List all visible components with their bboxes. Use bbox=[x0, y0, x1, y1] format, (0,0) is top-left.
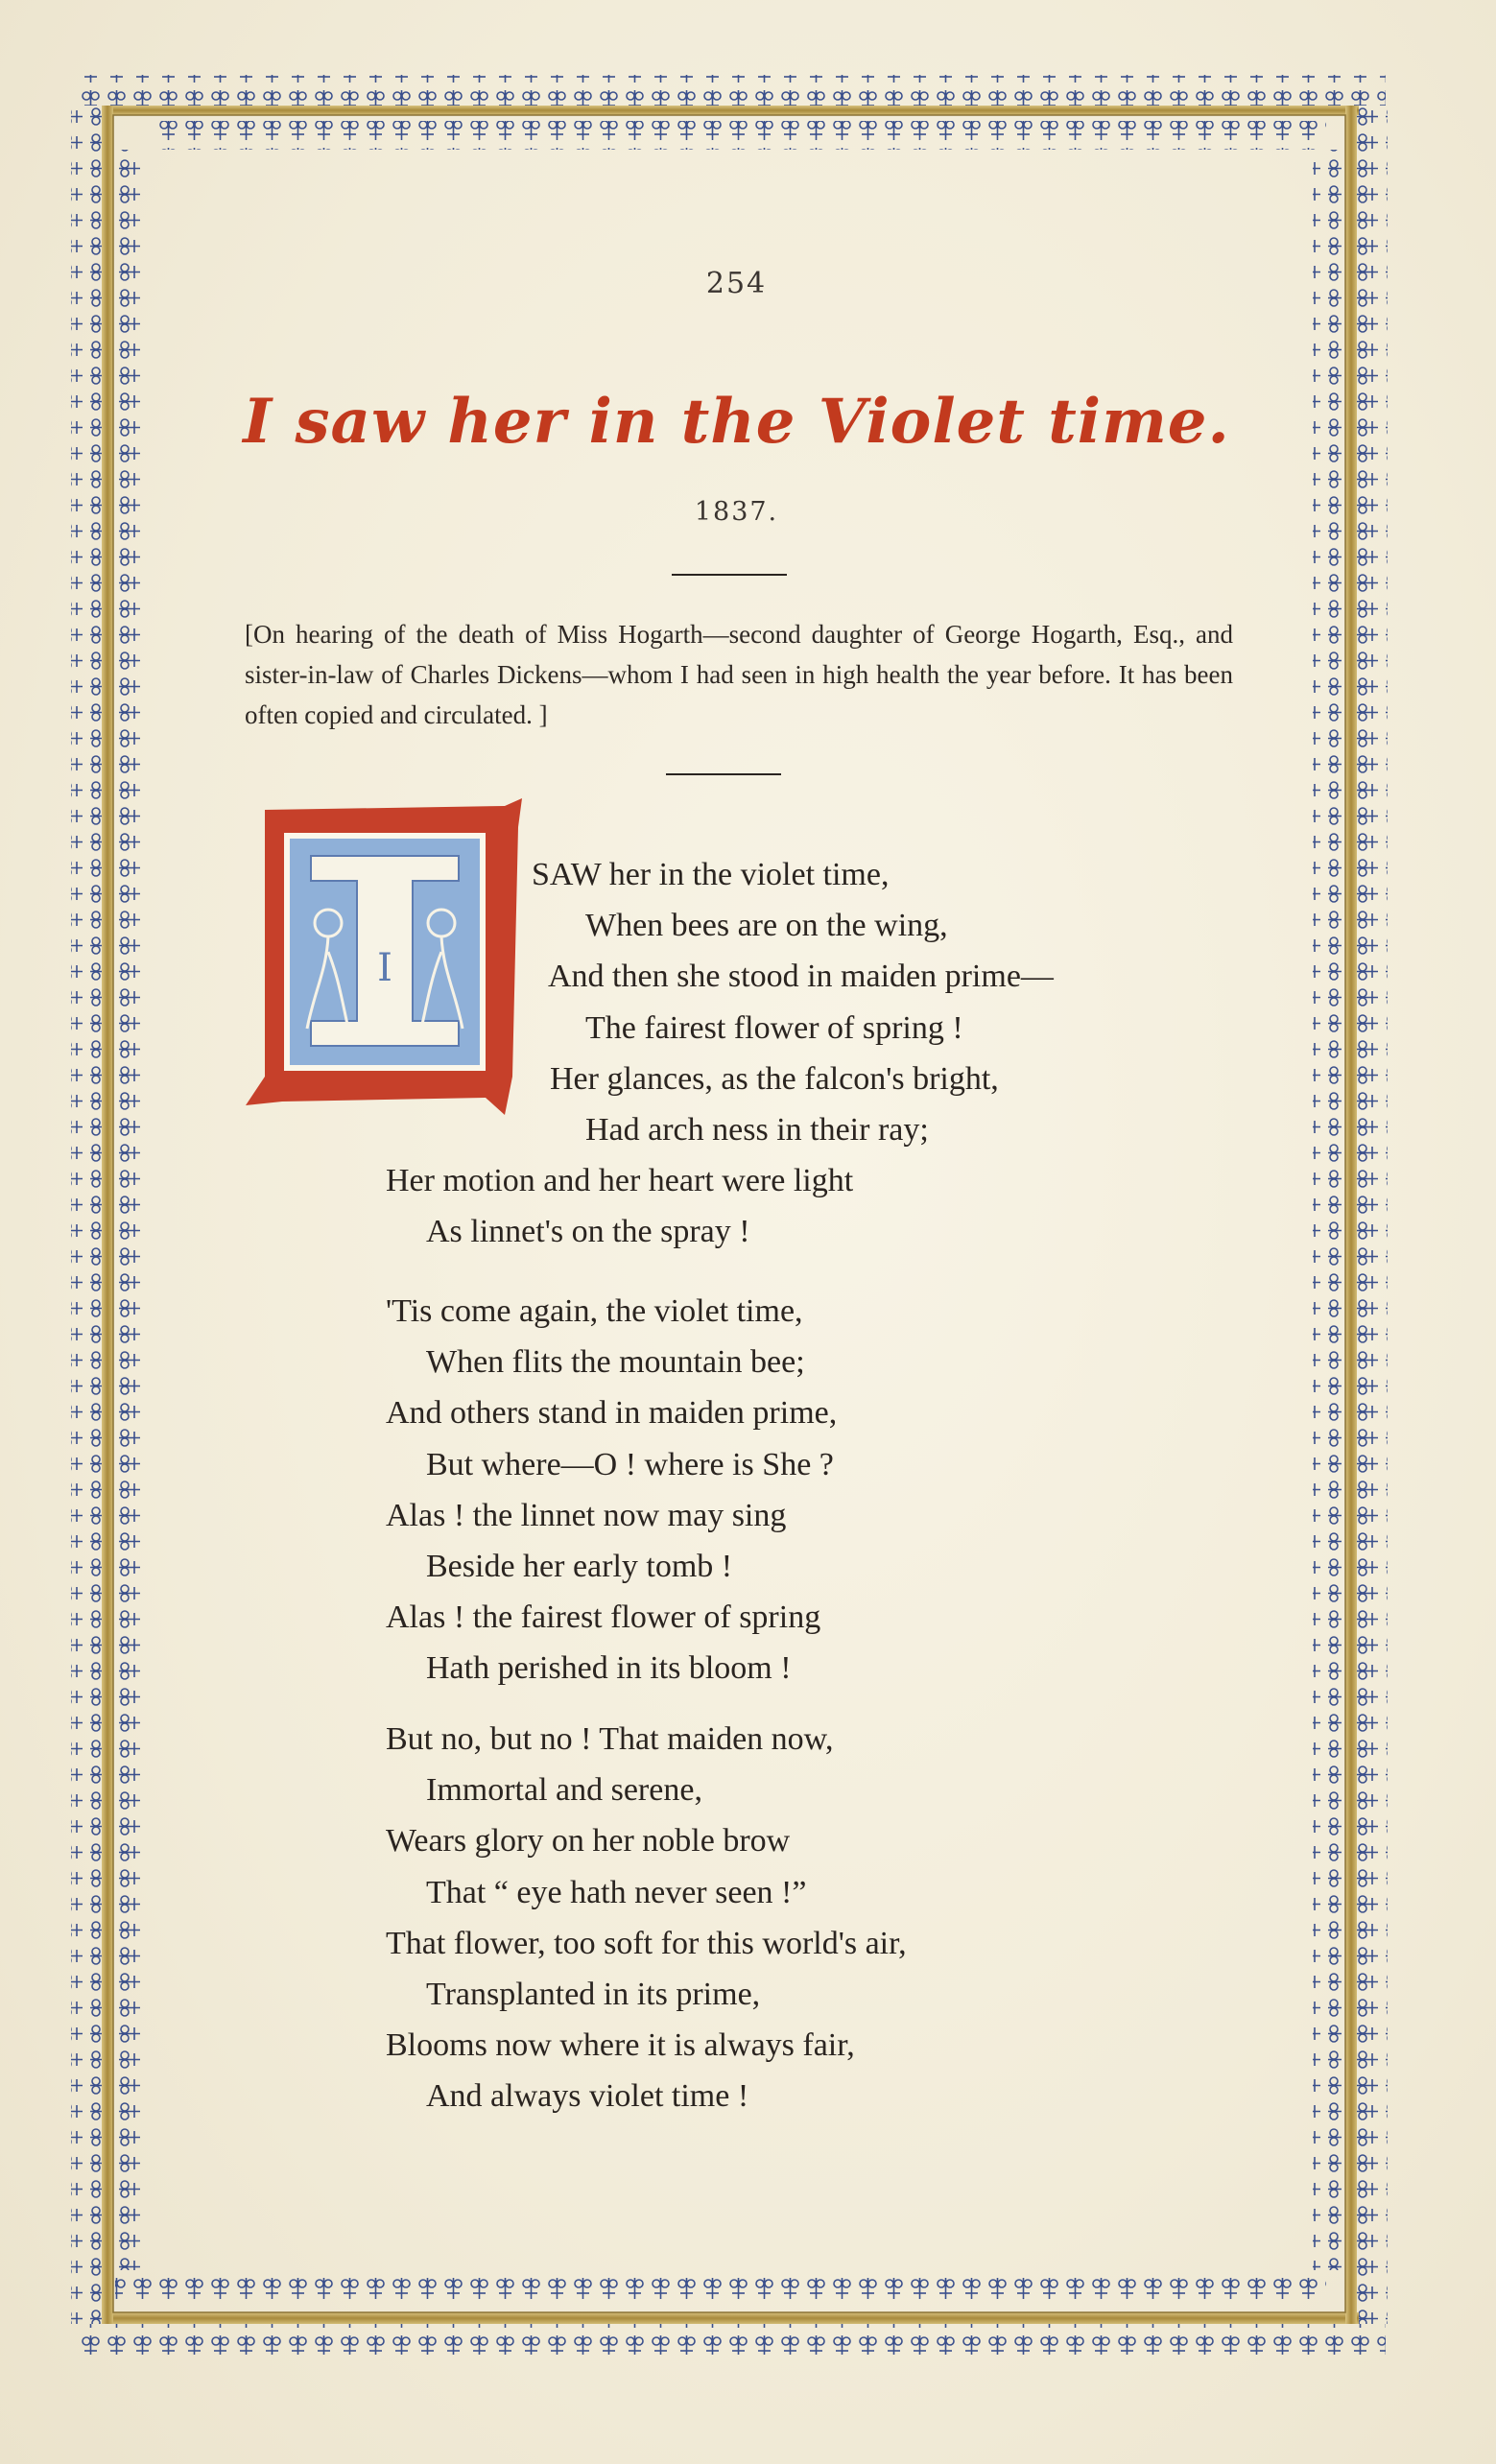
poem-line: The fairest flower of spring ! bbox=[585, 1009, 963, 1046]
divider-rule-top bbox=[672, 574, 787, 576]
poem-line: Alas ! the linnet now may sing bbox=[386, 1497, 787, 1533]
poem-line: That flower, too soft for this world's air, bbox=[386, 1925, 907, 1961]
poem-line: Alas ! the fairest flower of spring bbox=[386, 1599, 821, 1636]
poem-line: Her motion and her heart were light bbox=[386, 1163, 854, 1199]
headnote: [On hearing of the death of Miss Hogarth—second daughter of George Hogarth, Esq., and sister-in-law of Charles Dickens—whom I had seen in high health the year before. It has been often copied and circulated. ] bbox=[245, 620, 1233, 729]
poem-line: Hath perished in its bloom ! bbox=[426, 1650, 792, 1687]
poem-line: Immortal and serene, bbox=[426, 1772, 702, 1809]
poem-line: Beside her early tomb ! bbox=[426, 1549, 733, 1584]
poem-line: But where—O ! where is She ? bbox=[426, 1446, 834, 1482]
poem-line: Transplanted in its prime, bbox=[426, 1977, 761, 2012]
poem-line: 'Tis come again, the violet time, bbox=[386, 1293, 803, 1329]
poem-line: But no, but no ! That maiden now, bbox=[386, 1721, 834, 1757]
poem-title: I saw her in the Violet time. bbox=[243, 386, 1230, 458]
poem-line: And then she stood in maiden prime— bbox=[548, 959, 1054, 995]
poem-line: And always violet time ! bbox=[426, 2078, 749, 2115]
poem-line: When flits the mountain bee; bbox=[426, 1344, 805, 1381]
poem-line: And others stand in maiden prime, bbox=[386, 1395, 838, 1432]
poem-line: As linnet's on the spray ! bbox=[426, 1214, 750, 1250]
poem-line: Blooms now where it is always fair, bbox=[386, 2027, 855, 2064]
poem-year: 1837. bbox=[694, 497, 779, 527]
poem-line: Her glances, as the falcon's bright, bbox=[550, 1060, 999, 1097]
poem-line: Wears glory on her noble brow bbox=[386, 1823, 791, 1860]
page-number: 254 bbox=[705, 267, 768, 300]
poem-line: That “ eye hath never seen !” bbox=[426, 1874, 807, 1910]
drop-cap-letter: I bbox=[377, 946, 392, 990]
poem-line: SAW her in the violet time, bbox=[532, 857, 890, 892]
poem-line: When bees are on the wing, bbox=[585, 908, 948, 944]
illuminated-drop-cap bbox=[244, 798, 528, 1125]
divider-rule-bottom bbox=[666, 773, 781, 775]
poem-line: Had arch ness in their ray; bbox=[585, 1112, 929, 1148]
